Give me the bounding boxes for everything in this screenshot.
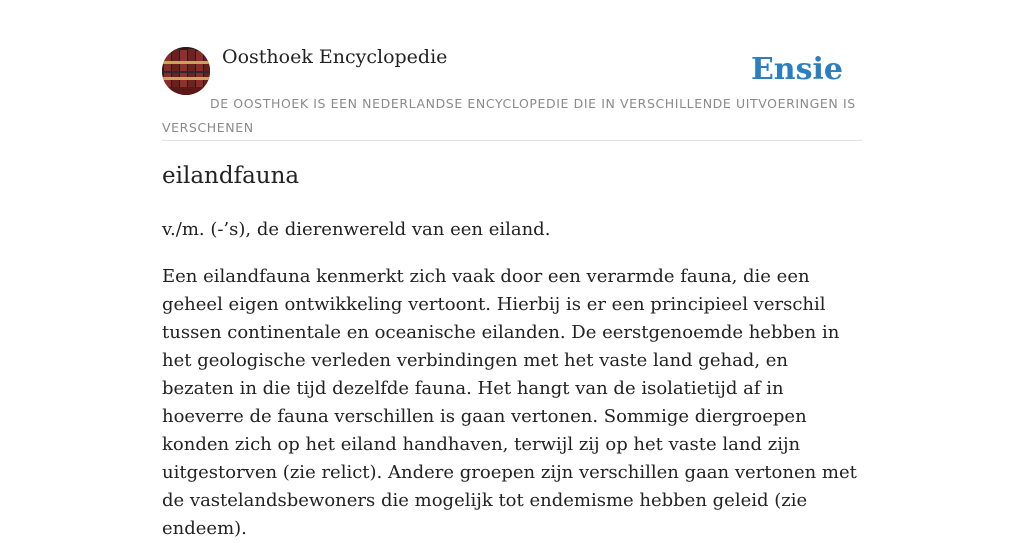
site-header: [162, 0, 862, 141]
book-spines-icon: [162, 47, 210, 95]
brand-logo-link[interactable]: Ensie: [750, 52, 843, 87]
page: [162, 0, 862, 539]
article-definition: v./m. (-’s), de dierenwereld van een eiland.: [162, 219, 551, 240]
site-tagline: DE OOSTHOEK IS EEN NEDERLANDSE ENCYCLOPEDIE DIE IN VERSCHILLENDE UITVOERINGEN IS VERSCHENEN: [162, 96, 856, 135]
site-name[interactable]: Oosthoek Encyclopedie: [222, 46, 448, 68]
avatar[interactable]: [162, 47, 210, 95]
article-body: Een eilandfauna kenmerkt zich vaak door een verarmde fauna, die een geheel eigen ontwikkeling vertoont. Hierbij is er een principieel verschil tussen continentale en oceanische eilanden. De eerstgenoemde hebben in het geologische verleden verbindingen met het vaste land gehad, en bezaten in die tijd dezelfde fauna. Het hangt van de isolatietijd af in hoeverre de fauna verschillen is gaan vertonen. Sommige diergroepen konden zich op het eiland handhaven, terwijl zij op het vaste land zijn uitgestorven (zie relict). Andere groepen zijn verschillen gaan vertonen met de vastelandsbewoners die mogelijk tot endemisme hebben geleid (zie endeem).: [162, 266, 857, 539]
article-title: eilandfauna: [162, 163, 300, 189]
